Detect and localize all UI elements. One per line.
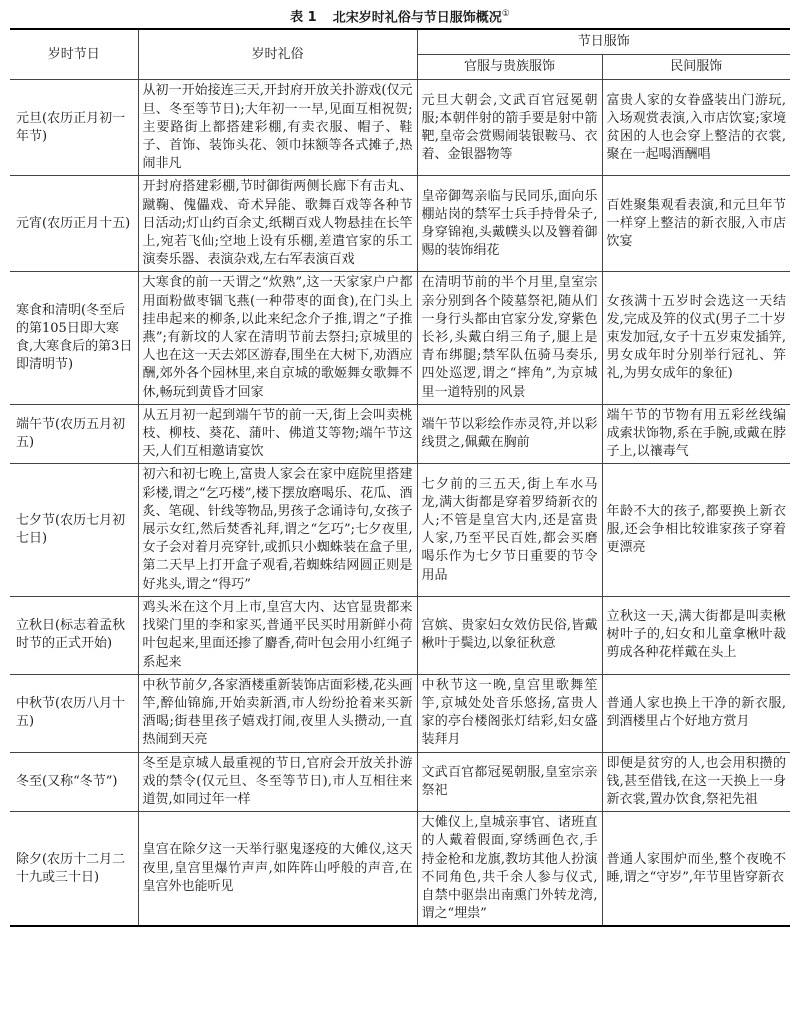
custom-cell: 从初一开始接连三天,开封府开放关扑游戏(仅元旦、冬至等节日);大年初一一早,见面互相祝贺;主要路街上都搭建彩棚,有卖衣服、帽子、鞋子、首饰、装饰头花、领巾抹额等各式摊子,热闹非凡 (138, 80, 417, 176)
official-cell: 文武百官都冠冕朝服,皇室宗亲祭祀 (417, 752, 602, 812)
header-official: 官服与贵族服饰 (417, 55, 602, 80)
footnote-marker: ① (501, 9, 510, 19)
official-cell: 端午节以彩绘作赤灵符,并以彩线贯之,佩戴在胸前 (417, 404, 602, 464)
festival-cell: 中秋节(农历八月十五) (10, 674, 138, 752)
custom-cell: 初六和初七晚上,富贵人家会在家中庭院里搭建彩楼,谓之“乞巧楼”,楼下摆放磨喝乐、花瓜、酒炙、笔砚、针线等物品,男孩子念诵诗句,女孩子展示女红,然后焚香礼拜,谓之“乞巧”;七夕夜里,女子会对着月亮穿针,或抓只小蜘蛛装在盒子里,第二天早上打开盒子观看,若蜘蛛结网圆正则是好兆头,谓之“得巧” (138, 464, 417, 596)
folk-cell: 年龄不大的孩子,都要换上新衣服,还会争相比较谁家孩子穿着更漂亮 (602, 464, 790, 596)
table-row (10, 464, 790, 596)
official-cell: 在清明节前的半个月里,皇室宗亲分别到各个陵墓祭祀,随从们一身行头都由官家分发,穿紫色长衫,头戴白绢三角子,腿上是青布绑腿;禁军队伍骑马奏乐,四处巡逻,谓之“摔角”,为京城里一道特别的风景 (417, 272, 602, 404)
custom-cell: 从五月初一起到端午节的前一天,街上会叫卖桃枝、柳枝、葵花、蒲叶、佛道艾等物;端午节这天,人们互相邀请宴饮 (138, 404, 417, 464)
table-row (10, 674, 790, 752)
table-row (10, 404, 790, 464)
custom-cell: 鸡头米在这个月上市,皇宫大内、达官显贵都来找梁门里的李和家买,普通平民买时用新鲜小荷叶包起来,里面还掺了麝香,荷叶包会用小红绳子系起来 (138, 596, 417, 674)
folk-cell: 富贵人家的女眷盛装出门游玩,入场观赏表演,入市店饮宴;家境贫困的人也会穿上整洁的衣裳,聚在一起喝酒酬唱 (602, 80, 790, 176)
official-cell: 皇帝御驾亲临与民同乐,面向乐棚站岗的禁军士兵手持骨朵子,身穿锦袍,头戴幞头以及簪着御赐的装饰绢花 (417, 176, 602, 272)
folk-cell: 端午节的节物有用五彩丝线编成索状饰物,系在手腕,或戴在脖子上,以禳毒气 (602, 404, 790, 464)
official-cell: 宫嫔、贵家妇女效仿民俗,皆戴楸叶于鬓边,以象征秋意 (417, 596, 602, 674)
folk-cell: 普通人家也换上干净的新衣服,到酒楼里占个好地方赏月 (602, 674, 790, 752)
folk-cell: 即便是贫穷的人,也会用积攒的钱,甚至借钱,在这一天换上一身新衣裳,置办饮食,祭祀先祖 (602, 752, 790, 812)
table-row (10, 272, 790, 404)
custom-cell: 开封府搭建彩棚,节时御街两侧长廊下有击丸、蹴鞠、傀儡戏、奇术异能、歌舞百戏等各种节日活动;灯山约百余丈,纸糊百戏人物悬挂在长竿上,宛若飞仙;空地上设有乐棚,差遣官家的乐工演奏乐器、表演杂戏,左右军表演百戏 (138, 176, 417, 272)
festival-cell: 七夕节(农历七月初七日) (10, 464, 138, 596)
festival-cell: 立秋日(标志着孟秋时节的正式开始) (10, 596, 138, 674)
header-custom: 岁时礼俗 (138, 29, 417, 80)
header-festival: 岁时节日 (10, 29, 138, 80)
custom-cell: 中秋节前夕,各家酒楼重新装饰店面彩楼,花头画竿,醉仙锦旆,开始卖新酒,市人纷纷抢着来买新酒喝;街巷里孩子嬉戏打闹,夜里人头攒动,一直热闹到天亮 (138, 674, 417, 752)
table-row (10, 176, 790, 272)
official-cell: 中秋节这一晚,皇宫里歌舞笙竽,京城处处音乐悠扬,富贵人家的亭台楼阁张灯结彩,妇女盛装拜月 (417, 674, 602, 752)
custom-cell: 皇宫在除夕这一天举行驱鬼逐疫的大傩仪,这天夜里,皇宫里爆竹声声,如阵阵山呼般的声音,在皇宫外也能听见 (138, 812, 417, 927)
custom-cell: 大寒食的前一天谓之“炊熟”,这一天家家户户都用面粉做枣锢飞燕(一种带枣的面食),在门头上挂串起来的柳条,以此来纪念介子推,谓之“子推燕”;有新坟的人家在清明节前去祭扫;京城里的人也在这一天去郊区游春,围坐在大树下,劝酒应酬,郊外各个园林里,来自京城的歌姬舞女歌舞不休,畅玩到黄昏才回家 (138, 272, 417, 404)
official-cell: 元旦大朝会,文武百官冠冕朝服;本朝伴射的箭手要是射中箭靶,皇帝会赏赐闹装银鞍马、衣着、金银器物等 (417, 80, 602, 176)
table-row (10, 596, 790, 674)
festival-table (10, 28, 790, 927)
header-folk: 民间服饰 (602, 55, 790, 80)
festival-cell: 除夕(农历十二月二十九或三十日) (10, 812, 138, 927)
header-clothing-group: 节日服饰 (417, 29, 790, 55)
folk-cell: 普通人家围炉而坐,整个夜晚不睡,谓之“守岁”,年节里皆穿新衣 (602, 812, 790, 927)
festival-cell: 寒食和清明(冬至后的第105日即大寒食,大寒食后的第3日即清明节) (10, 272, 138, 404)
festival-cell: 元旦(农历正月初一年节) (10, 80, 138, 176)
table-row (10, 80, 790, 176)
festival-cell: 冬至(又称“冬节”) (10, 752, 138, 812)
table-row (10, 752, 790, 812)
folk-cell: 女孩满十五岁时会选这一天结发,完成及笄的仪式(男子二十岁束发加冠,女子十五岁束发插笄,男女成年时分别举行冠礼、笄礼,为男女成年的象征) (602, 272, 790, 404)
table-row (10, 812, 790, 927)
official-cell: 大傩仪上,皇城亲事官、诸班直的人戴着假面,穿绣画色衣,手持金枪和龙旗,教坊其他人扮演不同角色,共千余人参与仪式,自禁中驱祟出南熏门外转龙湾,谓之“埋祟” (417, 812, 602, 927)
custom-cell: 冬至是京城人最重视的节日,官府会开放关扑游戏的禁令(仅元旦、冬至等节日),市人互相往来道贺,如同过年一样 (138, 752, 417, 812)
folk-cell: 立秋这一天,满大街都是叫卖楸树叶子的,妇女和儿童拿楸叶裁剪成各种花样戴在头上 (602, 596, 790, 674)
festival-cell: 元宵(农历正月十五) (10, 176, 138, 272)
folk-cell: 百姓聚集观看表演,和元旦年节一样穿上整洁的新衣服,入市店饮宴 (602, 176, 790, 272)
official-cell: 七夕前的三五天,街上车水马龙,满大街都是穿着罗绮新衣的人;不管是皇宫大内,还是富贵人家,乃至平民百姓,都会买磨喝乐作为七夕节日重要的节令用品 (417, 464, 602, 596)
table-title: 北宋岁时礼俗与节日服饰概况 (332, 10, 502, 26)
festival-cell: 端午节(农历五月初五) (10, 404, 138, 464)
table-number: 表 1 (290, 10, 317, 26)
table-caption (0, 0, 800, 28)
